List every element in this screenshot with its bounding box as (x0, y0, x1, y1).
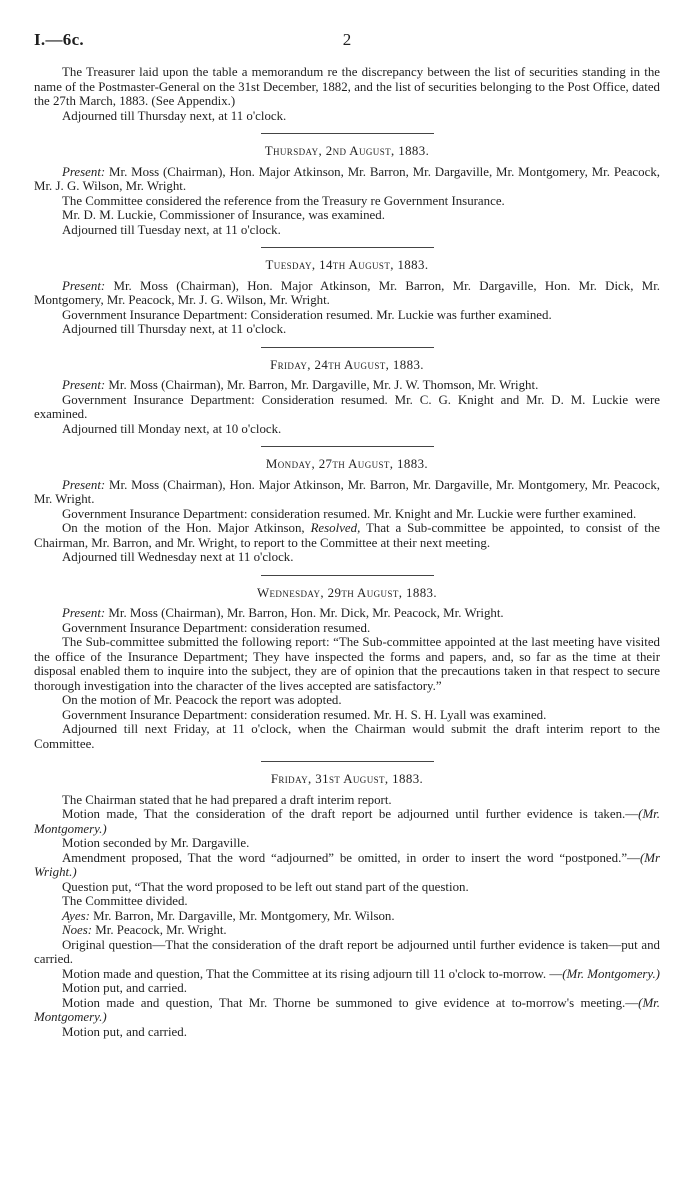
paragraph: On the motion of Mr. Peacock the report was adopted. (62, 693, 342, 707)
mover: (Mr. Montgomery.) (34, 995, 660, 1024)
paragraph: The Committee considered the reference from the Treasury re Government Insurance. (62, 193, 505, 208)
present-label: Present: (62, 606, 106, 620)
present-label: Present: (62, 164, 106, 179)
paragraph: Government Insurance Department: consideration resumed. Mr. H. S. H. Lyall was examined. (62, 707, 547, 722)
motion-paragraph: Motion made and question, That the Committee at its rising adjourn till 11 o'clock to-morrow. —(Mr. Montgomery.) (62, 966, 660, 981)
resolved-label: Resolved, (310, 521, 361, 535)
noes-label: Noes: (62, 923, 93, 937)
adjournment: Adjourned till Thursday next, at 11 o'clock. (62, 322, 287, 336)
motion-paragraph: Motion made, That the consideration of the draft report be adjourned until further evidence is taken.—(Mr. Montgomery.) (34, 807, 660, 836)
present-line: Present: Mr. Moss (Chairman), Hon. Major Atkinson, Mr. Barron, Mr. Dargaville, Mr. Montgomery, Mr. Peacock, Mr. J. G. Wilson, Mr. Wright. (34, 164, 660, 193)
present-line: Present: Mr. Moss (Chairman), Mr. Barron, Mr. Dargaville, Mr. J. W. Thomson, Mr. Wright. (62, 378, 539, 392)
section-divider (261, 247, 434, 248)
paragraph: Motion put, and carried. (62, 981, 187, 995)
meeting-date: Friday, 31st August, 1883. (270, 772, 424, 786)
present-label: Present: (62, 278, 106, 293)
paragraph: Mr. D. M. Luckie, Commissioner of Insurance, was examined. (62, 208, 385, 222)
section-divider (261, 575, 434, 576)
paragraph: Government Insurance Department: consideration resumed. (62, 620, 371, 635)
present-label: Present: (62, 477, 106, 492)
paragraph: Motion put, and carried. (62, 1024, 187, 1039)
paragraph: Government Insurance Department: consideration resumed. Mr. Knight and Mr. Luckie were further examined. (62, 506, 637, 521)
meeting-date: Tuesday, 14th August, 1883. (265, 258, 429, 272)
paragraph: Motion seconded by Mr. Dargaville. (62, 836, 250, 850)
meeting-date: Monday, 27th August, 1883. (265, 457, 429, 471)
mover: (Mr. Montgomery.) (34, 807, 660, 836)
section-divider (261, 133, 434, 134)
resolution-paragraph: On the motion of the Hon. Major Atkinson, Resolved, That a Sub-committee be appointed, to consist of the Chairman, Mr. Barron, and Mr. Wright, to report to the Committee at their next meeting. (34, 521, 660, 550)
paragraph: The Committee divided. (62, 894, 188, 908)
report-paragraph: The Sub-committee submitted the following report: “The Sub-committee appointed at the last meeting have visited the office of the Insurance Department; They have inspected the forms and papers, and, so far as the time at their disposal enabled them to inquire into the subject, they are of opinion that the precautions taken in that respect to secure thorough investigation into the character of the lives accepted are satisfactory.” (34, 635, 660, 693)
adjournment: Adjourned till Tuesday next, at 11 o'clock. (62, 222, 281, 237)
motion-paragraph: Motion made and question, That Mr. Thorne be summoned to give evidence at to-morrow's meeting.—(Mr. Montgomery.) (34, 995, 660, 1024)
page-header (34, 30, 660, 52)
adjournment: Adjourned till next Friday, at 11 o'clock, when the Chairman would submit the draft interim report to the Committee. (34, 722, 660, 751)
paragraph: The Chairman stated that he had prepared a draft interim report. (62, 792, 392, 807)
ayes-line: Ayes: Mr. Barron, Mr. Dargaville, Mr. Montgomery, Mr. Wilson. (62, 908, 395, 923)
mover: (Mr Wright.) (34, 850, 660, 879)
paragraph: Government Insurance Department: Consideration resumed. Mr. C. G. Knight and Mr. D. M. Luckie were examined. (34, 392, 660, 421)
ayes-label: Ayes: (62, 908, 90, 923)
section-divider (261, 761, 434, 762)
paragraph: Government Insurance Department: Consideration resumed. Mr. Luckie was further examined. (62, 307, 552, 322)
document-body (34, 65, 660, 1039)
adjournment: Adjourned till Wednesday next at 11 o'clock. (62, 550, 294, 564)
mover: (Mr. Montgomery.) (562, 966, 660, 981)
page-number: 2 (342, 30, 352, 49)
adjournment: Adjourned till Thursday next, at 11 o'clock. (62, 108, 287, 123)
adjournment: Adjourned till Monday next, at 10 o'clock. (62, 421, 282, 436)
present-line: Present: Mr. Moss (Chairman), Hon. Major Atkinson, Mr. Barron, Mr. Dargaville, Mr. Montgomery, Mr. Peacock, Mr. Wright. (34, 477, 660, 506)
present-line: Present: Mr. Moss (Chairman), Hon. Major Atkinson, Mr. Barron, Mr. Dargaville, Hon. Mr. Dick, Mr. Montgomery, Mr. Peacock, Mr. J. G. Wilson, Mr. Wright. (34, 278, 660, 307)
section-divider (261, 347, 434, 348)
paragraph: Original question—That the consideration of the draft report be adjourned until further evidence is taken—put and carried. (34, 937, 660, 966)
section-divider (261, 446, 434, 447)
paragraph: The Treasurer laid upon the table a memorandum re the discrepancy between the list of securities standing in the name of the Postmaster-General on the 31st December, 1882, and the list of securities belonging to the Post Office, dated the 27th March, 1883. (See Appendix.) (34, 65, 660, 108)
paragraph: Question put, “That the word proposed to be left out stand part of the question. (62, 879, 469, 894)
meeting-date: Friday, 24th August, 1883. (270, 357, 424, 372)
document-reference: I.—6c. (34, 30, 84, 49)
meeting-date: Wednesday, 29th August, 1883. (256, 585, 438, 600)
meeting-date: Thursday, 2nd August, 1883. (264, 144, 430, 158)
amendment-paragraph: Amendment proposed, That the word “adjourned” be omitted, in order to insert the word “postponed.”—(Mr Wright.) (34, 850, 660, 879)
document-page (34, 30, 660, 1039)
noes-line: Noes: Mr. Peacock, Mr. Wright. (62, 923, 227, 937)
present-label: Present: (62, 378, 106, 392)
present-line: Present: Mr. Moss (Chairman), Mr. Barron, Hon. Mr. Dick, Mr. Peacock, Mr. Wright. (62, 606, 504, 620)
